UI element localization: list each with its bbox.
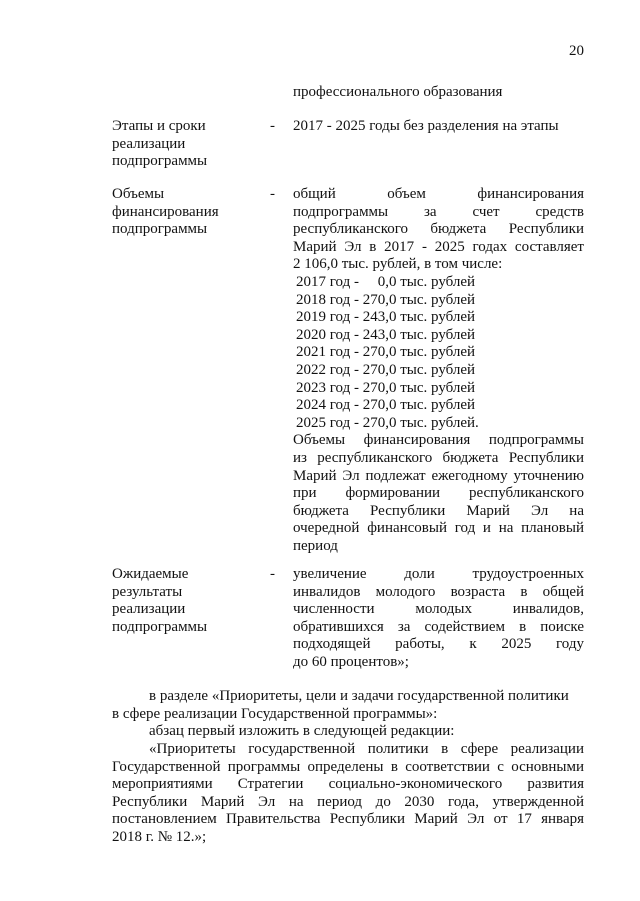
paragraph-line: мероприятиями Стратегии социально-экономического развития xyxy=(112,776,584,793)
row-label-stages xyxy=(112,118,252,171)
paragraph-instruction xyxy=(112,723,584,741)
row-dash: - xyxy=(270,566,275,582)
row-dash: - xyxy=(270,118,275,134)
page-number: 20 xyxy=(569,43,584,59)
paragraph-line: абзац первый изложить в следующей редакции: xyxy=(149,723,455,739)
paragraph-priorities xyxy=(112,741,584,847)
value-line: Марий Эл в 2017 - 2025 годах составляет xyxy=(293,238,584,255)
value-line: обратившихся за содействием в поиске xyxy=(293,618,584,635)
label-line: реализации xyxy=(112,601,186,618)
label-line: подпрограммы xyxy=(112,221,208,238)
paragraph-line: постановлением Правительства Республики Марий Эл от 17 января xyxy=(112,811,584,828)
value-line: из республиканского бюджета Республики xyxy=(293,449,584,466)
value-line: подпрограммы за счет средств xyxy=(293,203,584,220)
paragraph-line: 2018 г. № 12.»; xyxy=(112,828,207,845)
value-line: Марий Эл подлежат ежегодному уточнению xyxy=(293,467,584,484)
value-line: инвалидов молодого возраста в общей xyxy=(293,583,584,600)
value-line: численности молодых инвалидов, xyxy=(293,601,584,618)
continuation-text: профессионального образования xyxy=(293,84,503,100)
label-line: финансирования xyxy=(112,203,219,220)
list-item: 2019 год - 243,0 тыс. рублей xyxy=(296,309,476,326)
paragraph-line: Государственной программы определены в соответствии с основными xyxy=(112,758,584,775)
value-line: 2017 - 2025 годы без разделения на этапы xyxy=(293,118,559,134)
value-line: бюджета Республики Марий Эл на xyxy=(293,502,584,519)
label-line: результаты xyxy=(112,583,183,600)
value-line: очередной финансовый год и на плановый xyxy=(293,520,584,537)
list-item: 2024 год - 270,0 тыс. рублей xyxy=(296,397,476,414)
row-value-results xyxy=(293,566,584,672)
value-line: общий объем финансирования xyxy=(293,186,584,202)
paragraph-line: в сфере реализации Государственной программы»: xyxy=(112,705,438,722)
value-line: республиканского бюджета Республики xyxy=(293,221,584,238)
row-label-results xyxy=(112,566,252,636)
financing-total: 2 106,0 тыс. рублей, в том числе: xyxy=(293,256,503,273)
label-line: подпрограммы xyxy=(112,153,208,170)
row-label-financing xyxy=(112,186,252,239)
value-line: до 60 процентов»; xyxy=(293,653,409,670)
list-item: 2021 год - 270,0 тыс. рублей xyxy=(296,344,476,361)
label-line: Ожидаемые xyxy=(112,566,189,582)
value-line: период xyxy=(293,537,338,554)
list-item: 2018 год - 270,0 тыс. рублей xyxy=(296,291,476,308)
financing-by-year-list xyxy=(293,274,584,432)
list-item: 2022 год - 270,0 тыс. рублей xyxy=(296,361,476,378)
list-item: 2020 год - 243,0 тыс. рублей xyxy=(296,326,476,343)
paragraph-line: в разделе «Приоритеты, цели и задачи государственной политики xyxy=(149,688,569,704)
value-line: увеличение доли трудоустроенных xyxy=(293,566,584,582)
value-line: Объемы финансирования подпрограммы xyxy=(293,432,584,449)
value-line: при формировании республиканского xyxy=(293,485,584,502)
row-dash: - xyxy=(270,186,275,202)
paragraph-section-reference xyxy=(112,688,584,723)
paragraph-line: «Приоритеты государственной политики в сфере реализации xyxy=(149,741,584,757)
label-line: Объемы xyxy=(112,186,165,202)
paragraph-line: Республики Марий Эл на период до 2030 года, утвержденной xyxy=(112,793,584,810)
list-item: 2025 год - 270,0 тыс. рублей. xyxy=(296,414,479,431)
list-item: 2023 год - 270,0 тыс. рублей xyxy=(296,379,476,396)
row-value-financing xyxy=(293,186,584,555)
value-line: подходящей работы, к 2025 году xyxy=(293,636,584,653)
label-line: Этапы и сроки xyxy=(112,118,206,134)
label-line: реализации xyxy=(112,135,186,152)
list-item: 2017 год - 0,0 тыс. рублей xyxy=(296,273,476,290)
row-value-stages xyxy=(293,118,584,136)
label-line: подпрограммы xyxy=(112,618,208,635)
